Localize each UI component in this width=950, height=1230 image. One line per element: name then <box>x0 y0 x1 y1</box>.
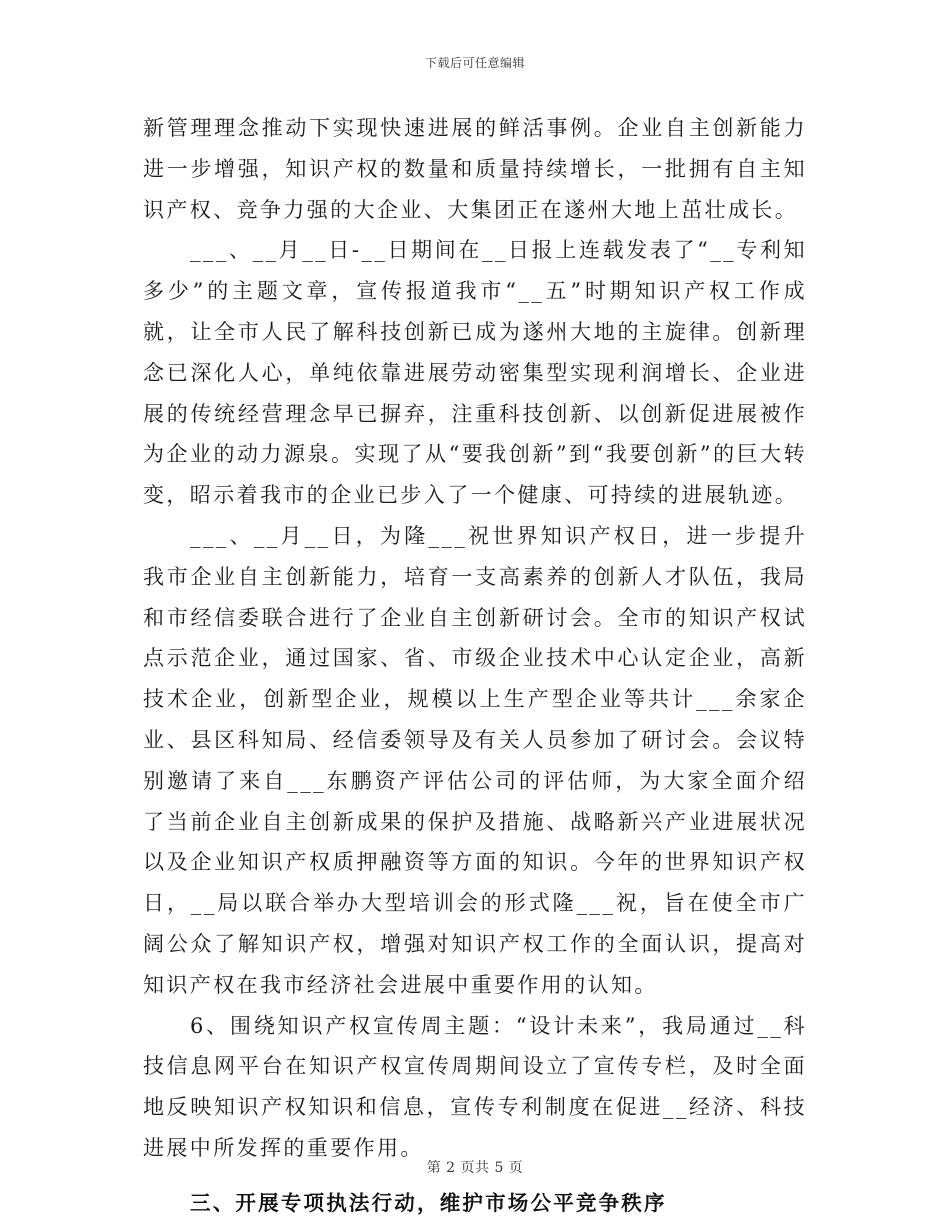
document-body <box>143 108 807 1223</box>
paragraph-innovation-seminar: ___、__月__日，为隆___祝世界知识产权日，进一步提升我市企业自主创新能力，培育一支高素养的创新人才队伍，我局和市经信委联合进行了企业自主创新研讨会。全市的知识产权试点示范企业，通过国家、省、市级企业技术中心认定企业，高新技术企业，创新型企业，规模以上生产型企业等共计___余家企业、县区科知局、经信委领导及有关人员参加了研讨会。会议特别邀请了来自___东鹏资产评估公司的评估师，为大家全面介绍了当前企业自主创新成果的保护及措施、战略新兴产业进展状况以及企业知识产权质押融资等方面的知识。今年的世界知识产权日，__局以联合举办大型培训会的形式隆___祝，旨在使全市广阔公众了解知识产权，增强对知识产权工作的全面认识，提高对知识产权在我市经济社会进展中重要作用的认知。 <box>143 523 807 997</box>
paragraph-publicity-week: 6、围绕知识产权宣传周主题：“设计未来”，我局通过__科技信息网平台在知识产权宣传周期间设立了宣传专栏，及时全面地反映知识产权知识和信息，宣传专利制度在促进__经济、科技进展中所发挥的重要作用。 <box>143 1013 807 1160</box>
page-header: 下载后可任意编辑 <box>424 56 525 70</box>
page-footer: 第 2 页共 5 页 <box>426 1160 524 1176</box>
paragraph-continuation: 新管理理念推动下实现快速进展的鲜活事例。企业自主创新能力进一步增强，知识产权的数量和质量持续增长，一批拥有自主知识产权、竞争力强的大企业、大集团正在遂州大地上茁壮成长。 <box>143 116 807 222</box>
paragraph-serial-articles: ___、__月__日-__日期间在__日报上连载发表了“__专利知多少”的主题文章，宣传报道我市“__五”时期知识产权工作成就，让全市人民了解科技创新已成为遂州大地的主旋律。创新理念已深化人心，单纯依靠进展劳动密集型实现利润增长、企业进展的传统经营理念早已摒弃，注重科技创新、以创新促进展被作为企业的动力源泉。实现了从“要我创新”到“我要创新”的巨大转变，昭示着我市的企业已步入了一个健康、可持续的进展轨迹。 <box>143 238 807 508</box>
section-heading: 三、开展专项执法行动，维护市场公平竞争秩序 <box>190 1190 667 1215</box>
